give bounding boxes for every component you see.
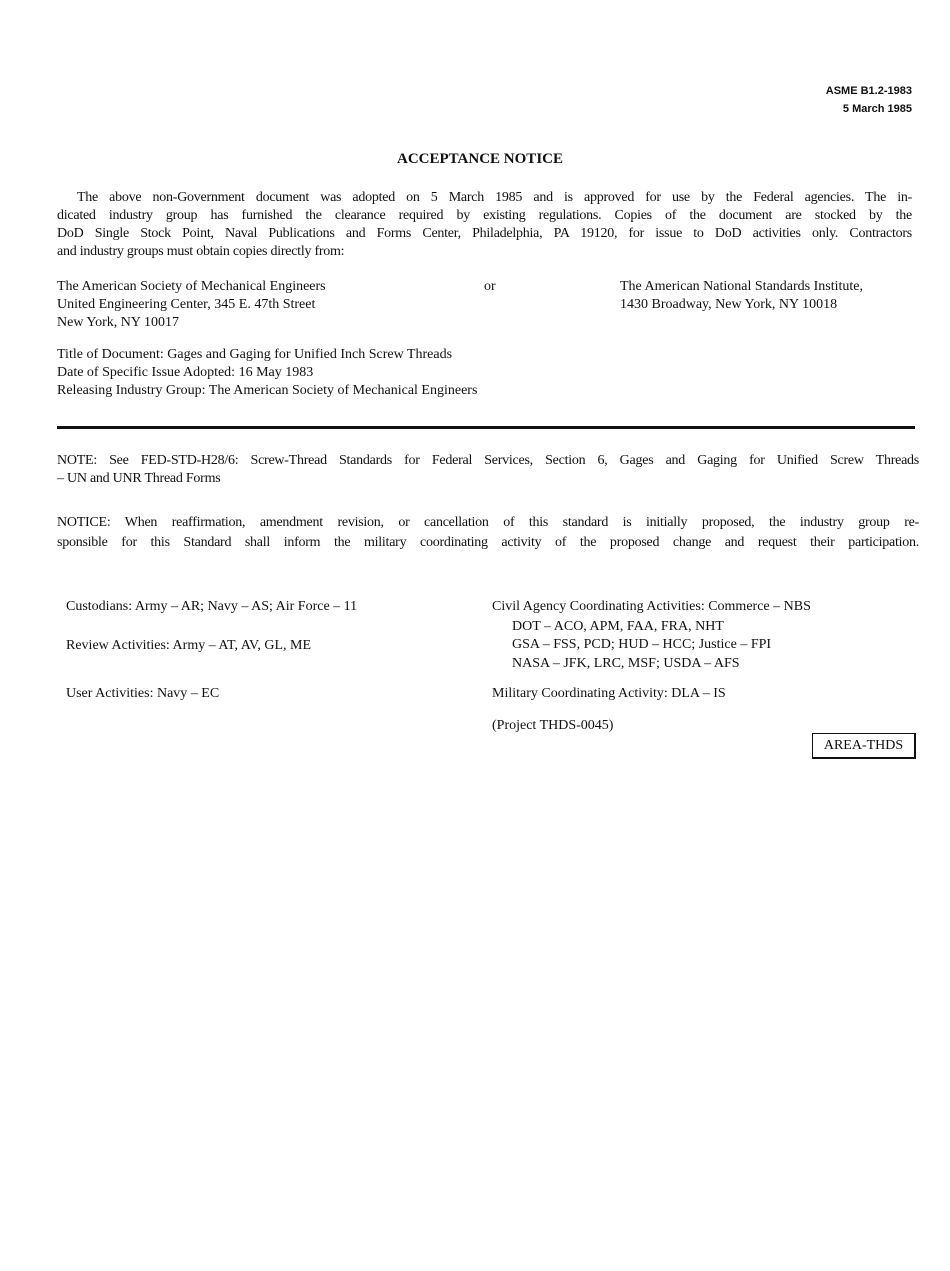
source-ansi [620,278,863,314]
intro-line: DoD Single Stock Point, Naval Publications and Forms Center, Philadelphia, PA 19120, for issue to DoD activities only. Contractors [57,226,912,241]
project-number: (Project THDS-0045) [492,718,614,733]
or-label: or [484,279,496,294]
address-line: The American National Standards Institute, [620,279,863,294]
document-date: 5 March 1985 [842,103,912,115]
doc-date-line: Date of Specific Issue Adopted: 16 May 1983 [57,365,314,380]
civil-line: Civil Agency Coordinating Activities: Commerce – NBS [492,599,811,614]
source-asme [57,278,326,332]
user-activities: User Activities: Navy – EC [66,686,220,701]
military-activity: Military Coordinating Activity: DLA – IS [492,686,726,701]
note-line: NOTE: See FED-STD-H28/6: Screw-Thread Standards for Federal Services, Section 6, Gages and Gaging for Unified Screw Threads [57,453,919,468]
intro-line: dicated industry group has furnished the clearance required by existing regulations. Copies of the document are stocked by the [57,208,912,223]
note-paragraph [57,452,919,488]
notice-paragraph [57,514,919,552]
document-info [57,346,477,400]
address-line: New York, NY 10017 [57,315,179,330]
civil-agency [492,598,811,673]
custodians: Custodians: Army – AR; Navy – AS; Air Force – 11 [66,599,358,614]
review-activities: Review Activities: Army – AT, AV, GL, ME [66,638,312,653]
address-line: United Engineering Center, 345 E. 47th Street [57,297,316,312]
civil-line: GSA – FSS, PCD; HUD – HCC; Justice – FPI [512,637,772,652]
notice-line: NOTICE: When reaffirmation, amendment revision, or cancellation of this standard is initially proposed, the industry group re- [57,515,919,530]
intro-paragraph [57,189,912,261]
intro-line: The above non-Government document was adopted on 5 March 1985 and is approved for use by the Federal agencies. The in- [77,190,912,205]
address-line: 1430 Broadway, New York, NY 10018 [620,297,838,312]
notice-line: sponsible for this Standard shall inform the military coordinating activity of the proposed change and request their participation. [57,535,919,550]
area-box: AREA-THDS [812,733,916,759]
civil-line: DOT – ACO, APM, FAA, FRA, NHT [512,619,724,634]
address-line: The American Society of Mechanical Engineers [57,279,326,294]
page-title: ACCEPTANCE NOTICE [397,151,563,167]
document-id: ASME B1.2-1983 [825,85,912,97]
note-line: – UN and UNR Thread Forms [57,471,221,486]
doc-group-line: Releasing Industry Group: The American Society of Mechanical Engineers [57,383,478,398]
divider [57,426,915,429]
intro-line: and industry groups must obtain copies directly from: [57,244,345,259]
civil-line: NASA – JFK, LRC, MSF; USDA – AFS [512,656,740,671]
doc-title-line: Title of Document: Gages and Gaging for Unified Inch Screw Threads [57,347,453,362]
